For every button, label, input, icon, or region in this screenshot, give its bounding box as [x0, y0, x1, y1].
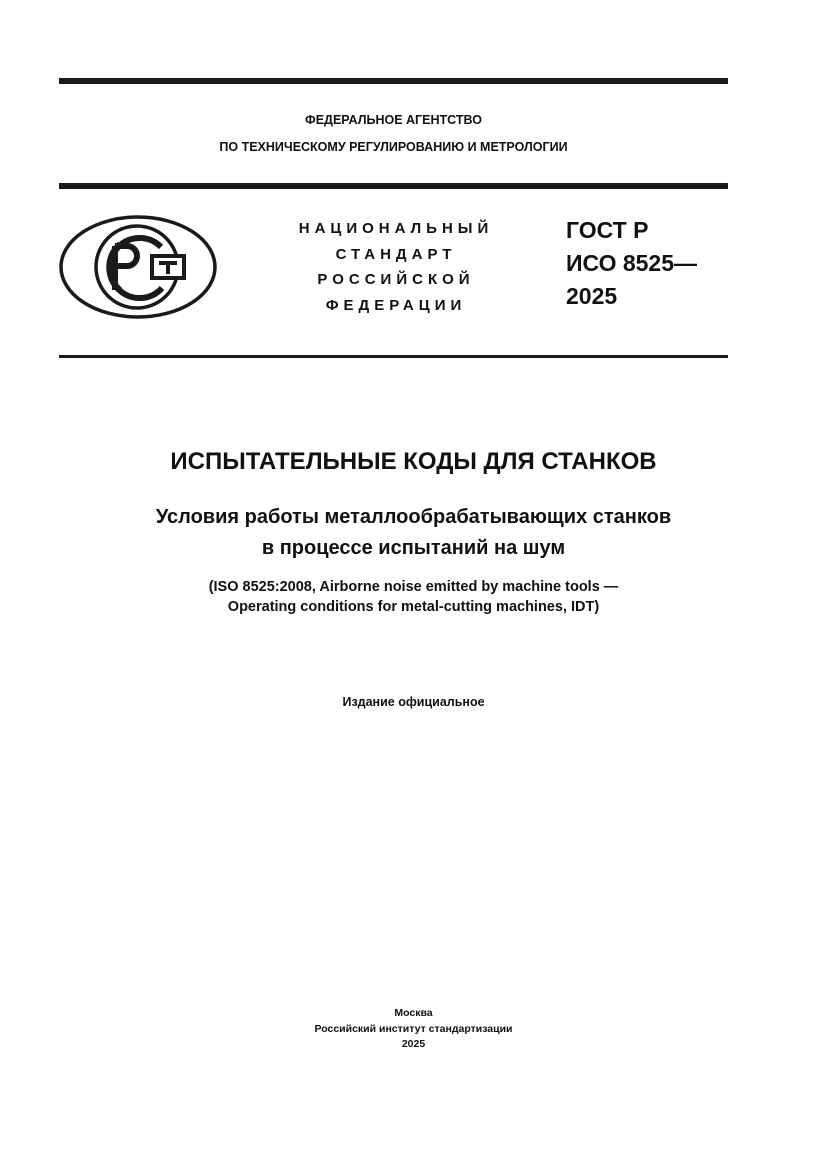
agency-name-line1: ФЕДЕРАЛЬНОЕ АГЕНТСТВО — [305, 113, 482, 127]
rst-mark-logo — [58, 214, 218, 320]
designation-line: ИСО 8525— — [566, 250, 698, 276]
header-divider — [59, 183, 728, 189]
international-equivalent — [40, 577, 787, 617]
standard-type-line: РОССИЙСКОЙ — [317, 271, 475, 288]
standard-type-block — [280, 216, 512, 318]
intl-line: (ISO 8525:2008, Airborne noise emitted by machine tools — — [208, 579, 619, 595]
edition-note: Издание официальное — [342, 695, 485, 709]
top-divider — [59, 78, 728, 84]
document-subtitle — [40, 502, 787, 564]
standard-type-line: ФЕДЕРАЦИИ — [325, 296, 467, 314]
imprint — [40, 1006, 787, 1053]
designation-line: ГОСТ Р — [566, 217, 649, 243]
standard-designation — [566, 214, 697, 313]
header-bottom-divider — [59, 355, 728, 358]
designation-line: 2025 — [566, 283, 618, 309]
document-title: ИСПЫТАТЕЛЬНЫЕ КОДЫ ДЛЯ СТАНКОВ — [170, 448, 657, 475]
intl-line: Operating conditions for metal-cutting machines, IDT) — [227, 599, 600, 615]
imprint-publisher: Российский институт стандартизации — [314, 1022, 513, 1035]
subtitle-line: Условия работы металлообрабатывающих станков — [155, 506, 672, 528]
imprint-city: Москва — [394, 1007, 433, 1019]
imprint-year: 2025 — [401, 1038, 426, 1050]
standard-type-line: НАЦИОНАЛЬНЫЙ — [298, 220, 494, 237]
subtitle-line: в процессе испытаний на шум — [261, 537, 566, 559]
standard-type-line: СТАНДАРТ — [335, 245, 457, 263]
agency-name-line2: ПО ТЕХНИЧЕСКОМУ РЕГУЛИРОВАНИЮ И МЕТРОЛОГИИ — [219, 140, 568, 154]
